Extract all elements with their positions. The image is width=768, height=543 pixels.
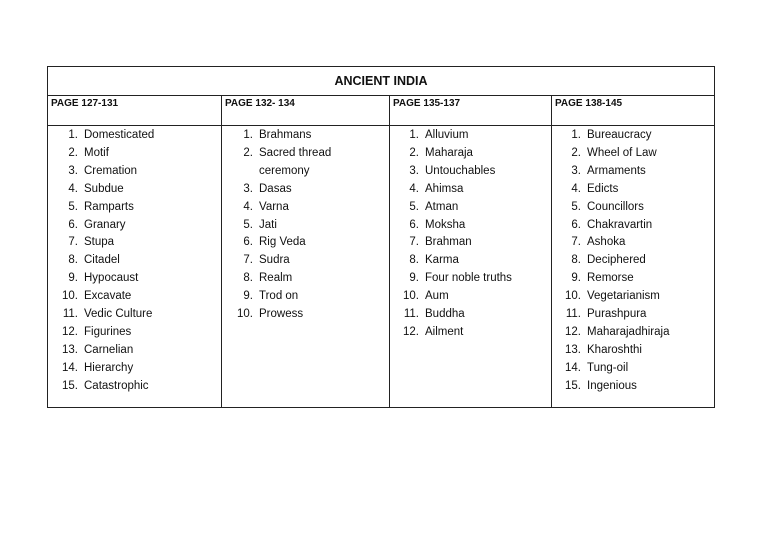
list-item-term: Remorse: [587, 272, 634, 285]
list-item: [390, 199, 551, 217]
list-item-term: Four noble truths: [425, 272, 512, 285]
list-item-number: 11.: [62, 308, 78, 321]
term-list-4: [552, 126, 714, 396]
list-item-number: 6.: [571, 218, 581, 231]
list-item-term: Atman: [425, 200, 459, 213]
list-item-number: 2.: [409, 146, 419, 159]
list-item: [222, 163, 389, 181]
list-item-term: Trod on: [259, 290, 299, 303]
list-item: [390, 288, 551, 306]
list-item-term: Brahmans: [259, 129, 312, 141]
list-item-number: 8.: [409, 254, 419, 267]
list-item: [222, 270, 389, 288]
list-item: [48, 127, 221, 145]
list-item: [552, 252, 714, 270]
list-item-number: 6.: [409, 218, 419, 231]
list-item-term: Hierarchy: [84, 361, 134, 374]
header-row: [48, 96, 715, 126]
list-item-term: Maharajadhiraja: [587, 325, 670, 338]
list-item: [552, 342, 714, 360]
list-item-term: Ahimsa: [425, 182, 464, 195]
list-item-term: Ingenious: [587, 379, 637, 392]
list-item-term: Buddha: [425, 308, 465, 321]
list-item-number: [222, 163, 253, 181]
list-item-number: 9.: [409, 272, 419, 285]
list-item-number: 14.: [565, 361, 581, 374]
list-item: [552, 234, 714, 252]
list-item-term: Dasas: [259, 182, 292, 195]
list-item-number: 6.: [243, 236, 253, 249]
list-item: [390, 163, 551, 181]
list-item: [390, 145, 551, 163]
list-item-number: 2.: [243, 146, 253, 159]
list-item-number: 15.: [565, 379, 581, 392]
list-item-term: Sudra: [259, 254, 290, 267]
list-item: [48, 324, 221, 342]
list-item-number: 2.: [571, 146, 581, 159]
list-item: [48, 199, 221, 217]
list-item-number: 10.: [565, 290, 581, 303]
list-item-number: 6.: [68, 218, 78, 231]
list-item-term: Aum: [425, 290, 449, 303]
list-item-number: 9.: [243, 290, 253, 303]
list-item-term: Ailment: [425, 325, 464, 338]
list-item-term: Vegetarianism: [587, 290, 660, 303]
list-item: [390, 324, 551, 342]
list-item-number: 13.: [565, 343, 581, 356]
list-item-term: Deciphered: [587, 254, 646, 267]
list-item-number: 7.: [68, 236, 78, 249]
list-item-term: Cremation: [84, 164, 138, 177]
list-item-term: Edicts: [587, 182, 619, 195]
table-title: ANCIENT INDIA: [48, 67, 715, 96]
list-item-term: Ramparts: [84, 200, 134, 213]
column-3-cell: [390, 126, 552, 408]
list-item-term: Chakravartin: [587, 218, 653, 231]
list-item: [390, 306, 551, 324]
list-item-term: Domesticated: [84, 129, 155, 141]
list-item-term: Motif: [84, 146, 109, 159]
vocabulary-table: [47, 66, 715, 408]
title-row: [48, 67, 715, 96]
list-item-number: 3.: [243, 182, 253, 195]
list-item-number: 3.: [571, 164, 581, 177]
list-item-term: Excavate: [84, 290, 132, 303]
list-item-number: 12.: [565, 325, 581, 338]
list-item-number: 1.: [243, 129, 253, 141]
term-list-3: [390, 126, 551, 342]
list-item: [552, 145, 714, 163]
body-row: [48, 126, 715, 408]
list-item: [552, 127, 714, 145]
list-item-number: 4.: [243, 200, 253, 213]
list-item-number: 9.: [68, 272, 78, 285]
list-item-term: Prowess: [259, 308, 304, 321]
list-item-term: Wheel of Law: [587, 146, 657, 159]
list-item: [390, 127, 551, 145]
list-item: [48, 217, 221, 235]
list-item: [222, 252, 389, 270]
list-item-term: Subdue: [84, 182, 124, 195]
list-item-number: 12.: [403, 325, 419, 338]
list-item: [48, 234, 221, 252]
list-item: [222, 199, 389, 217]
list-item: [48, 360, 221, 378]
column-header-3: PAGE 135-137: [390, 96, 552, 126]
list-item: [222, 127, 389, 145]
list-item-term: Alluvium: [425, 129, 469, 141]
list-item: [222, 145, 389, 163]
list-item-number: 9.: [571, 272, 581, 285]
list-item-number: 5.: [243, 218, 253, 231]
list-item-term: Jati: [259, 218, 277, 231]
list-item-term: Realm: [259, 272, 293, 285]
list-item: [390, 181, 551, 199]
list-item-number: 15.: [62, 379, 78, 392]
list-item-number: 11.: [403, 308, 419, 321]
list-item: [222, 306, 389, 324]
list-item-term: Ashoka: [587, 236, 626, 249]
list-item: [390, 217, 551, 235]
list-item-number: 5.: [571, 200, 581, 213]
list-item-term: Granary: [84, 218, 126, 231]
list-item: [48, 181, 221, 199]
list-item: [552, 270, 714, 288]
list-item: [48, 163, 221, 181]
list-item-number: 12.: [62, 325, 78, 338]
list-item-number: 10.: [62, 290, 78, 303]
list-item-term: Untouchables: [425, 164, 496, 177]
list-item: [390, 234, 551, 252]
list-item: [222, 234, 389, 252]
list-item: [48, 288, 221, 306]
list-item: [390, 270, 551, 288]
list-item-number: 1.: [571, 129, 581, 141]
list-item-term: Moksha: [425, 218, 466, 231]
list-item-number: 5.: [409, 200, 419, 213]
list-item-number: 14.: [62, 361, 78, 374]
list-item: [552, 199, 714, 217]
list-item: [222, 288, 389, 306]
list-item-term: Vedic Culture: [84, 308, 153, 321]
list-item-number: 11.: [565, 308, 581, 321]
list-item-term: Carnelian: [84, 343, 134, 356]
list-item: [552, 378, 714, 396]
list-item-number: 8.: [571, 254, 581, 267]
column-header-1: PAGE 127-131: [48, 96, 222, 126]
list-item-number: 13.: [62, 343, 78, 356]
list-item-term: Rig Veda: [259, 236, 306, 249]
list-item: [552, 288, 714, 306]
column-2-cell: [222, 126, 390, 408]
list-item-term: Purashpura: [587, 308, 647, 321]
column-4-cell: [552, 126, 715, 408]
list-item-term: Varna: [259, 200, 289, 213]
list-item-term: Councillors: [587, 200, 644, 213]
column-header-4: PAGE 138-145: [552, 96, 715, 126]
list-item: [552, 217, 714, 235]
list-item: [222, 217, 389, 235]
list-item: [48, 145, 221, 163]
list-item: [48, 252, 221, 270]
list-item-term: Citadel: [84, 254, 120, 267]
list-item-term: Armaments: [587, 164, 646, 177]
list-item-term: Sacred thread: [259, 146, 332, 159]
list-item-number: 10.: [237, 308, 253, 321]
list-item-term: Maharaja: [425, 146, 473, 159]
list-item-term: Karma: [425, 254, 459, 267]
list-item: [552, 163, 714, 181]
list-item-term: ceremony: [259, 164, 310, 177]
list-item-term: Stupa: [84, 236, 115, 249]
list-item: [552, 306, 714, 324]
list-item-term: Figurines: [84, 325, 132, 338]
list-item-term: Hypocaust: [84, 272, 139, 285]
list-item-number: 1.: [68, 129, 78, 141]
list-item: [48, 378, 221, 396]
list-item: [222, 181, 389, 199]
list-item-number: 8.: [68, 254, 78, 267]
column-1-cell: [48, 126, 222, 408]
list-item-number: 4.: [571, 182, 581, 195]
list-item: [552, 324, 714, 342]
list-item: [390, 252, 551, 270]
column-header-2: PAGE 132- 134: [222, 96, 390, 126]
list-item-term: Bureaucracy: [587, 129, 652, 141]
term-list-1: [48, 126, 221, 396]
list-item-number: 1.: [409, 129, 419, 141]
list-item-term: Catastrophic: [84, 379, 149, 392]
list-item-term: Tung-oil: [587, 361, 629, 374]
list-item-number: 5.: [68, 200, 78, 213]
list-item: [48, 342, 221, 360]
list-item-number: 7.: [409, 236, 419, 249]
list-item-term: Kharoshthi: [587, 343, 642, 356]
list-item-number: 4.: [68, 182, 78, 195]
term-list-2: [222, 126, 389, 324]
list-item-number: 3.: [409, 164, 419, 177]
list-item-number: 3.: [68, 164, 78, 177]
list-item: [48, 270, 221, 288]
list-item-number: 4.: [409, 182, 419, 195]
list-item-number: 2.: [68, 146, 78, 159]
list-item-number: 7.: [243, 254, 253, 267]
list-item: [48, 306, 221, 324]
list-item-term: Brahman: [425, 236, 472, 249]
list-item-number: 8.: [243, 272, 253, 285]
list-item: [552, 360, 714, 378]
list-item: [552, 181, 714, 199]
list-item-number: 10.: [403, 290, 419, 303]
list-item-number: 7.: [571, 236, 581, 249]
